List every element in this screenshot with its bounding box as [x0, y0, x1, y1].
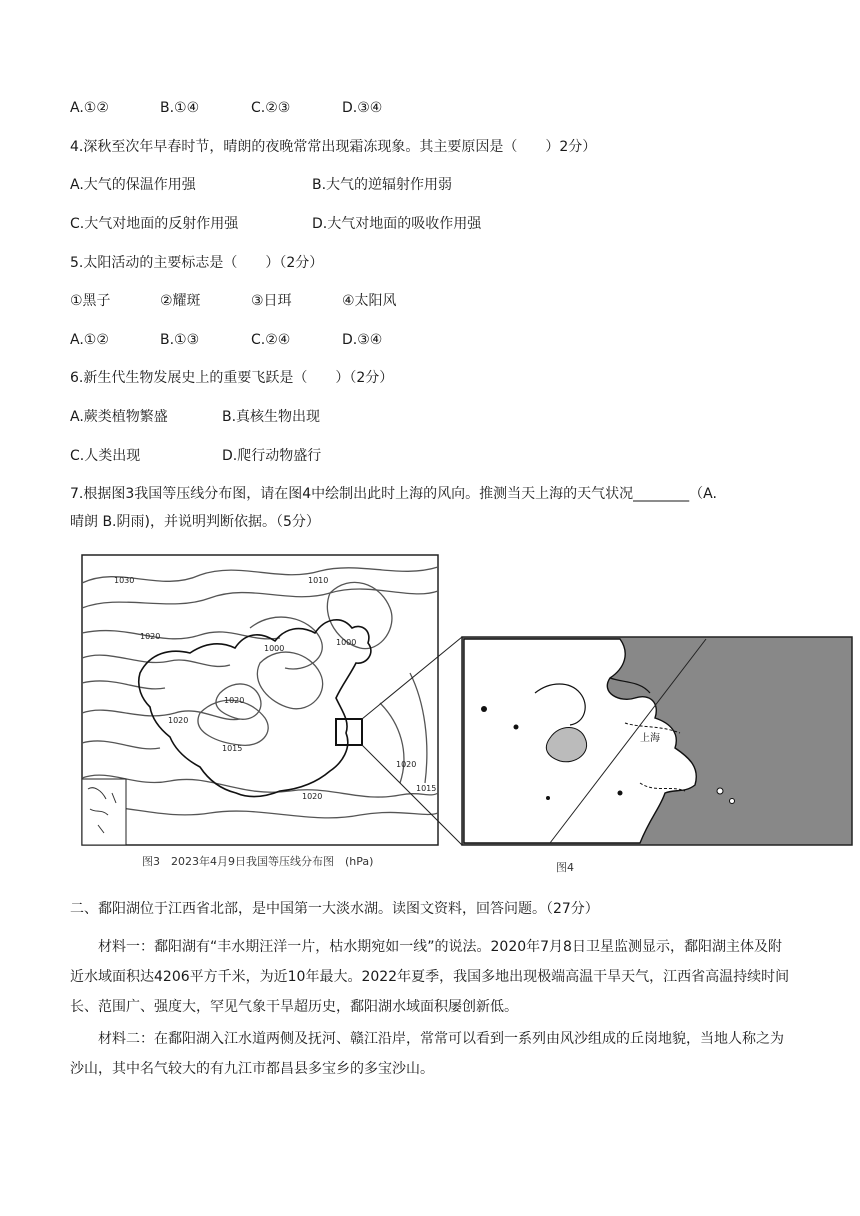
- question-6-stem: 6.新生代生物发展史上的重要飞跃是（ ）（2分）: [70, 370, 394, 386]
- q5-option-a: A.①②: [70, 332, 109, 348]
- isobar-label-1020: 1020: [140, 632, 161, 641]
- figure4-caption: 图4: [556, 861, 574, 874]
- q4-option-c: C.大气对地面的反射作用强: [70, 216, 239, 232]
- isobar-label-1000: 1000: [264, 644, 285, 653]
- isobar-label-1020: 1020: [396, 760, 417, 769]
- section-2-heading: 二、鄱阳湖位于江西省北部，是中国第一大淡水湖。读图文资料，回答问题。（27分）: [70, 901, 599, 917]
- isobar-figure: [80, 553, 860, 873]
- isobar-label-1015: 1015: [222, 744, 243, 753]
- q6-option-b: B.真核生物出现: [222, 409, 321, 425]
- isobar-label-1010: 1010: [308, 576, 329, 585]
- q5-item-4: ④太阳风: [342, 293, 397, 309]
- q5-item-1: ①黑子: [70, 293, 111, 309]
- q6-option-c: C.人类出现: [70, 448, 141, 464]
- question-5-stem: 5.太阳活动的主要标志是（ ）（2分）: [70, 255, 324, 271]
- isobar-label-1020: 1020: [224, 696, 245, 705]
- q6-option-a: A.蕨类植物繁盛: [70, 409, 168, 425]
- isobar-label-1020: 1020: [302, 792, 323, 801]
- isobar-label-1015: 1015: [416, 784, 437, 793]
- q6-option-d: D.爬行动物盛行: [222, 448, 322, 464]
- q4-option-d: D.大气对地面的吸收作用强: [312, 216, 482, 232]
- question-4-stem: 4.深秋至次年早春时节，晴朗的夜晚常常出现霜冻现象。其主要原因是（ ）2分）: [70, 139, 597, 155]
- option-b: B.①④: [160, 100, 200, 116]
- isobar-label-1030: 1030: [114, 576, 135, 585]
- isobar-label-1020: 1020: [168, 716, 189, 725]
- q4-option-b: B.大气的逆辐射作用弱: [312, 177, 453, 193]
- q5-item-3: ③日珥: [251, 293, 292, 309]
- question-7-stem-line1: 7.根据图3我国等压线分布图，请在图4中绘制出此时上海的风向。推测当天上海的天气状况________（A.: [70, 486, 717, 502]
- option-c: C.②③: [251, 100, 291, 116]
- q5-option-d: D.③④: [342, 332, 383, 348]
- material-2: 材料二：在鄱阳湖入江水道两侧及抚河、赣江沿岸，常常可以看到一系列由风沙组成的丘岗地貌，当地人称之为沙山，其中名气较大的有九江市都昌县多宝乡的多宝沙山。: [70, 1031, 784, 1077]
- question-7-stem-line2: 晴朗 B.阴雨)，并说明判断依据。（5分）: [70, 514, 320, 530]
- figure3-caption: 图3 2023年4月9日我国等压线分布图 (hPa): [142, 855, 374, 868]
- isobar-label-1000: 1000: [336, 638, 357, 647]
- q4-option-a: A.大气的保温作用强: [70, 177, 196, 193]
- q5-option-c: C.②④: [251, 332, 291, 348]
- q5-option-b: B.①③: [160, 332, 200, 348]
- material-1: 材料一：鄱阳湖有“丰水期汪洋一片，枯水期宛如一线”的说法。2020年7月8日卫星监测显示，鄱阳湖主体及附近水域面积达4206平方千米，为近10年最大。2022年夏季，我国多地出现极端高温干旱天气，江西省高温持续时间长、范围广、强度大，罕见气象干旱超历史，鄱阳湖水域面积屡创新低。: [70, 939, 790, 1015]
- option-a: A.①②: [70, 100, 109, 116]
- option-d: D.③④: [342, 100, 383, 116]
- q5-item-2: ②耀斑: [160, 293, 201, 309]
- shanghai-label: 上海: [640, 733, 660, 744]
